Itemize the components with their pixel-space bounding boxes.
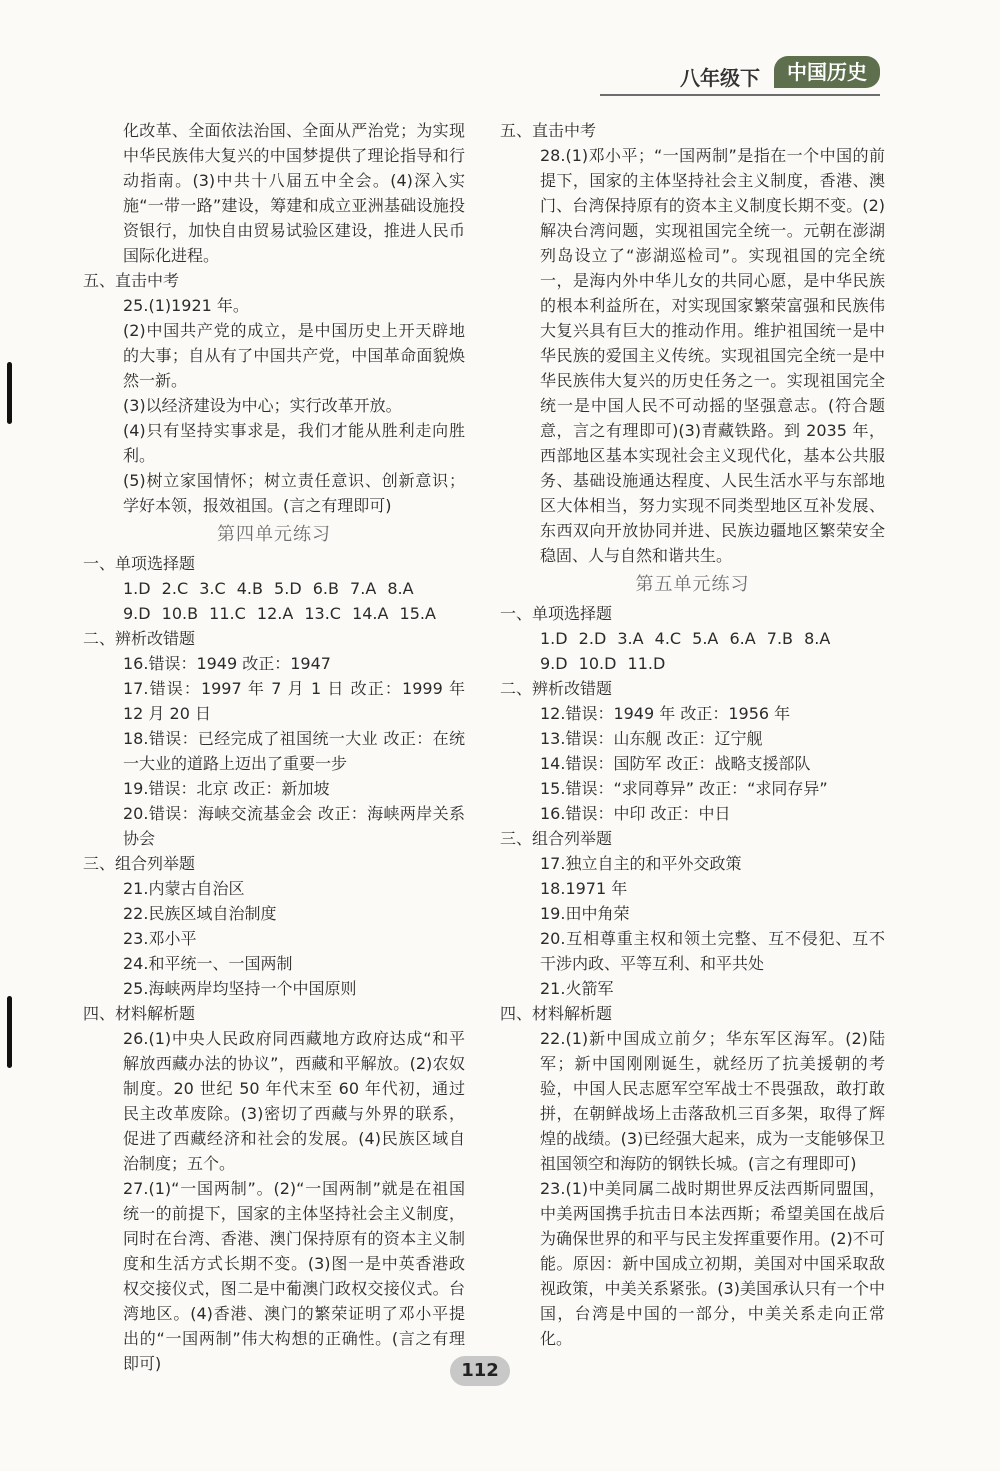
list-item: 25.海峡两岸均坚持一个中国原则 [123, 979, 357, 998]
answer-item: (2)中国共产党的成立，是中国历史上开天辟地的大事；自从有了中国共产党，中国革命面貌焕然一新。 [123, 321, 465, 390]
correction-item: 16.错误：中印 改正：中日 [540, 804, 731, 823]
section-heading: 五、直击中考 [500, 121, 597, 140]
list-item: 20.互相尊重主权和领土完整、互不侵犯、互不干涉内政、平等互利、和平共处 [540, 929, 885, 973]
unit-title: 第五单元练习 [635, 574, 750, 595]
correction-item: 15.错误：“求同尊异” 改正：“求同存异” [540, 779, 828, 798]
page-number: 112 [450, 1356, 510, 1386]
answer-item: (4)只有坚持实事求是，我们才能从胜利走向胜利。 [123, 421, 465, 465]
correction-item: 20.错误：海峡交流基金会 改正：海峡两岸关系协会 [123, 804, 465, 848]
list-item: 17.独立自主的和平外交政策 [540, 854, 742, 873]
correction-item: 13.错误：山东舰 改正：辽宁舰 [540, 729, 763, 748]
correction-item: 14.错误：国防军 改正：战略支援部队 [540, 754, 811, 773]
section-heading: 二、辨析改错题 [500, 679, 613, 698]
left-column [83, 118, 465, 1376]
right-column [500, 118, 885, 1351]
list-item: 19.田中角荣 [540, 904, 630, 923]
choice-answers: 9.D 10.B 11.C 12.A 13.C 14.A 15.A [123, 604, 436, 623]
unit-title: 第四单元练习 [217, 524, 331, 545]
list-item: 21.内蒙古自治区 [123, 879, 245, 898]
correction-item: 12.错误：1949 年 改正：1956 年 [540, 704, 791, 723]
margin-mark-top [7, 362, 12, 424]
answer-continuation: 化改革、全面依法治国、全面从严治党；为实现中华民族伟大复兴的中国梦提供了理论指导和行动指南。(3)中共十八届五中全会。(4)深入实施“一带一路”建设，筹建和成立亚洲基础设施投资银行，加快自由贸易试验区建设，推进人民币国际化进程。 [123, 121, 465, 265]
choice-answers: 9.D 10.D 11.D [540, 654, 666, 673]
answer-item: (5)树立家国情怀；树立责任意识、创新意识；学好本领，报效祖国。(言之有理即可) [123, 471, 465, 515]
list-item: 21.火箭军 [540, 979, 614, 998]
correction-item: 16.错误：1949 改正：1947 [123, 654, 331, 673]
material-answer: 23.(1)中美同属二战时期世界反法西斯同盟国，中美两国携手抗击日本法西斯；希望美国在战后为确保世界的和平与民主发挥重要作用。(2)不可能。原因：新中国成立初期，美国对中国采取敌视政策，中美关系紧张。(3)美国承认只有一个中国，台湾是中国的一部分，中美关系走向正常化。 [540, 1179, 885, 1348]
answer-item: 25.(1)1921 年。 [123, 296, 249, 315]
answer-item: (3)以经济建设为中心；实行改革开放。 [123, 396, 402, 415]
material-answer: 27.(1)“一国两制”。(2)“一国两制”就是在祖国统一的前提下，国家的主体坚持社会主义制度，同时在台湾、香港、澳门保持原有的资本主义制度和生活方式长期不变。(3)图一是中英香港政权交接仪式，图二是中葡澳门政权交接仪式。台湾地区。(4)香港、澳门的繁荣证明了邓小平提出的“一国两制”伟大构想的正确性。(言之有理即可) [123, 1179, 465, 1373]
page-header [600, 56, 880, 96]
section-heading: 三、组合列举题 [83, 854, 196, 873]
choice-answers: 1.D 2.D 3.A 4.C 5.A 6.A 7.B 8.A [540, 629, 831, 648]
section-heading: 三、组合列举题 [500, 829, 613, 848]
material-answer: 26.(1)中央人民政府同西藏地方政府达成“和平解放西藏办法的协议”，西藏和平解放。(2)农奴制度。20 世纪 50 年代末至 60 年代初，通过民主改革废除。(3)密切了西藏与外界的联系，促进了西藏经济和社会的发展。(4)民族区域自治制度；五个。 [123, 1029, 465, 1173]
section-heading: 二、辨析改错题 [83, 629, 196, 648]
section-heading: 一、单项选择题 [83, 554, 196, 573]
list-item: 23.邓小平 [123, 929, 197, 948]
list-item: 18.1971 年 [540, 879, 628, 898]
list-item: 22.民族区域自治制度 [123, 904, 277, 923]
material-answer: 28.(1)邓小平；“一国两制”是指在一个中国的前提下，国家的主体坚持社会主义制度，香港、澳门、台湾保持原有的资本主义制度长期不变。(2)解决台湾问题，实现祖国完全统一。元朝在澎湖列岛设立了“澎湖巡检司”。实现祖国的完全统一，是海内外中华儿女的共同心愿，是中华民族的根本利益所在，对实现国家繁荣富强和民族伟大复兴具有巨大的推动作用。维护祖国统一是中华民族的爱国主义传统。实现祖国完全统一是中华民族伟大复兴的历史任务之一。实现祖国完全统一是中国人民不可动摇的坚强意志。(符合题意，言之有理即可)(3)青藏铁路。到 2035 年，西部地区基本实现社会主义现代化，基本公共服务、基础设施通达程度、人民生活水平与东部地区大体相当，努力实现不同类型地区互补发展、东西双向开放协同并进、民族边疆地区繁荣安全稳固、人与自然和谐共生。 [540, 146, 885, 565]
correction-item: 19.错误：北京 改正：新加坡 [123, 779, 330, 798]
section-heading: 五、直击中考 [83, 271, 180, 290]
margin-mark-bottom [7, 996, 12, 1068]
material-answer: 22.(1)新中国成立前夕；华东军区海军。(2)陆军；新中国刚刚诞生，就经历了抗美援朝的考验，中国人民志愿军空军战士不畏强敌，敢打敢拼，在朝鲜战场上击落敌机三百多架，取得了辉煌的战绩。(3)已经强大起来，成为一支能够保卫祖国领空和海防的钢铁长城。(言之有理即可) [540, 1029, 885, 1173]
header-rule [600, 94, 880, 96]
section-heading: 四、材料解析题 [500, 1004, 613, 1023]
correction-item: 18.错误：已经完成了祖国统一大业 改正：在统一大业的道路上迈出了重要一步 [123, 729, 465, 773]
list-item: 24.和平统一、一国两制 [123, 954, 293, 973]
grade-label: 八年级下 [680, 66, 760, 90]
choice-answers: 1.D 2.C 3.C 4.B 5.D 6.B 7.A 8.A [123, 579, 414, 598]
subject-badge: 中国历史 [774, 56, 880, 88]
section-heading: 一、单项选择题 [500, 604, 613, 623]
section-heading: 四、材料解析题 [83, 1004, 196, 1023]
correction-item: 17.错误：1997 年 7 月 1 日 改正：1999 年 12 月 20 日 [123, 679, 465, 723]
